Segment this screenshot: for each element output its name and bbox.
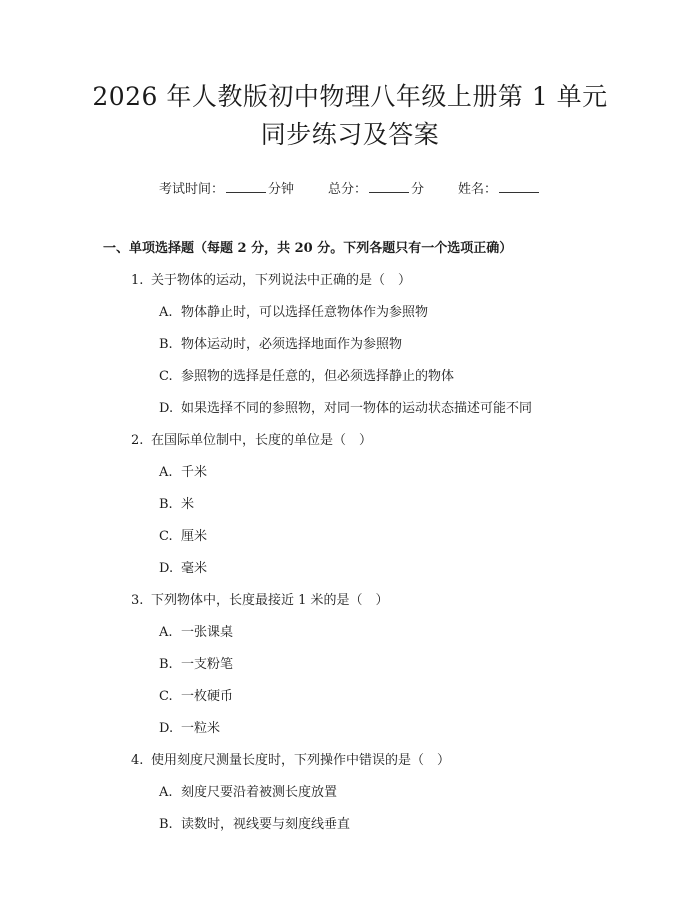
exam-score (328, 180, 424, 199)
option-1b (159, 336, 700, 354)
option-letter: A. (159, 465, 173, 480)
option-text: 毫米 (181, 561, 208, 576)
option-letter: D. (159, 721, 174, 736)
option-letter: D. (159, 561, 174, 576)
question-text: 关于物体的运动，下列说法中正确的是（ ） (151, 273, 412, 288)
score-label: 总分： (327, 182, 367, 197)
option-letter: D. (159, 401, 174, 416)
question-number: 2. (131, 433, 144, 448)
option-3b (159, 656, 700, 674)
question-text: 在国际单位制中，长度的单位是（ ） (151, 433, 373, 448)
option-text: 一粒米 (181, 721, 221, 736)
option-letter: C. (159, 529, 173, 544)
question-text: 使用刻度尺测量长度时，下列操作中错误的是（ ） (151, 753, 451, 768)
option-text: 一支粉笔 (181, 657, 234, 672)
option-1a (159, 304, 700, 322)
option-text: 参照物的选择是任意的，但必须选择静止的物体 (181, 369, 455, 384)
option-4b (159, 816, 700, 834)
exam-name (458, 180, 541, 199)
score-blank (369, 180, 409, 193)
name-blank (499, 180, 539, 193)
exam-time (159, 180, 294, 199)
time-blank (226, 180, 266, 193)
question-text: 下列物体中，长度最接近 1 米的是（ ） (151, 593, 389, 608)
option-text: 米 (181, 497, 195, 512)
option-text: 物体静止时，可以选择任意物体作为参照物 (181, 305, 429, 320)
option-letter: A. (159, 305, 173, 320)
question-number: 4. (131, 753, 144, 768)
option-3d (159, 720, 700, 738)
option-letter: C. (159, 689, 173, 704)
option-letter: B. (159, 657, 173, 672)
option-text: 读数时，视线要与刻度线垂直 (181, 817, 351, 832)
option-letter: B. (159, 817, 173, 832)
option-text: 厘米 (181, 529, 208, 544)
option-1d (159, 400, 700, 418)
question-4 (131, 752, 700, 770)
score-unit: 分 (411, 182, 425, 197)
section-title: 一、单项选择题（每题 2 分，共 20 分。下列各题只有一个选项正确） (103, 241, 513, 256)
option-text: 一张课桌 (181, 625, 234, 640)
question-number: 3. (131, 593, 144, 608)
option-text: 如果选择不同的参照物，对同一物体的运动状态描述可能不同 (181, 401, 533, 416)
option-2c (159, 528, 700, 546)
option-2a (159, 464, 700, 482)
option-2b (159, 496, 700, 514)
option-letter: C. (159, 369, 173, 384)
option-4a (159, 784, 700, 802)
question-1 (131, 272, 700, 290)
option-letter: B. (159, 337, 173, 352)
option-1c (159, 368, 700, 386)
question-2 (131, 432, 700, 450)
name-label: 姓名： (458, 182, 498, 197)
option-3a (159, 624, 700, 642)
option-text: 千米 (181, 465, 208, 480)
exam-meta (0, 180, 700, 199)
title-line-1: 2026 年人教版初中物理八年级上册第 1 单元 (92, 82, 608, 111)
option-3c (159, 688, 700, 706)
question-number: 1. (131, 273, 144, 288)
option-text: 一枚硬币 (181, 689, 234, 704)
time-unit: 分钟 (267, 182, 294, 197)
title-line-2: 同步练习及答案 (260, 120, 440, 149)
time-label: 考试时间： (158, 182, 224, 197)
question-3 (131, 592, 700, 610)
option-text: 物体运动时，必须选择地面作为参照物 (181, 337, 403, 352)
document-title (0, 78, 700, 154)
option-text: 刻度尺要沿着被测长度放置 (181, 785, 338, 800)
option-2d (159, 560, 700, 578)
option-letter: A. (159, 785, 173, 800)
option-letter: B. (159, 497, 173, 512)
option-letter: A. (159, 625, 173, 640)
